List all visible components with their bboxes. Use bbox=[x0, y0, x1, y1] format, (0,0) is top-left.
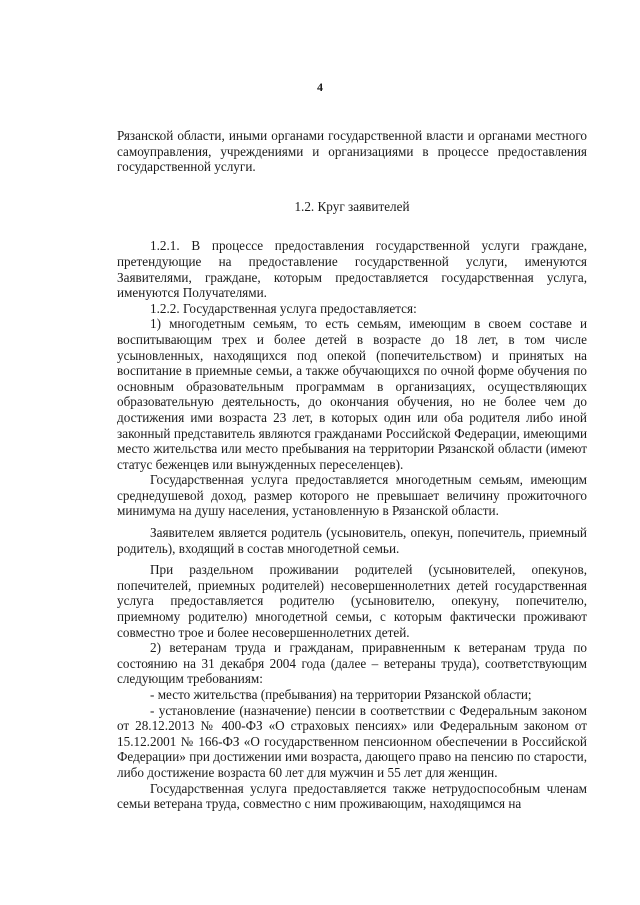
continuation-paragraph: Рязанской области, иными органами государственной власти и органами местного самоуправления, учреждениями и организациями в процессе предоставления государственной услуги. bbox=[117, 128, 587, 175]
paragraph-residence-requirement: - место жительства (пребывания) на территории Рязанской области; bbox=[150, 687, 532, 702]
paragraph-labor-veterans: 2) ветеранам труда и гражданам, приравненным к ветеранам труда по состоянию на 31 декабря 2004 года (далее – ветераны труда), соответствующим следующим требованиям: bbox=[117, 640, 587, 687]
paragraph-1-2-2: 1.2.2. Государственная услуга предоставляется: bbox=[150, 300, 417, 316]
paragraph-pension-requirement: - установление (назначение) пенсии в соответствии с Федеральным законом от 28.12.2013 № 400-ФЗ «О страховых пенсиях» или Федеральным законом от 15.12.2001 № 166-ФЗ «О государственном пенсионном обеспечении в Российской Федерации» при достижении ими возраста, дающего право на пенсию по старости, либо достижение возраста 60 лет для мужчин и 55 лет для женщин. bbox=[117, 702, 587, 780]
paragraph-separate-residence: При раздельном проживании родителей (усыновителей, опекунов, попечителей, приемных родителей) несовершеннолетних детей государственная услуга предоставляется родителю (усыновителю, опекуну, попечителю, приемному родителю) многодетной семьи, с которым фактически проживают совместно трое и более несовершеннолетних детей. bbox=[117, 562, 587, 640]
paragraph-1-2-1: 1.2.1. В процессе предоставления государственной услуги граждане, претендующие на предоставление государственной услуги, именуются Заявителями, граждане, которым предоставляется государственная услуга, именуются Получателями. bbox=[117, 238, 587, 301]
document-body bbox=[117, 128, 587, 812]
paragraph-large-families: 1) многодетным семьям, то есть семьям, имеющим в своем составе и воспитывающим трех и более детей в возрасте до 18 лет, в том числе усыновленных, находящихся под опекой (попечительством) и принятых на воспитание в приемные семьи, а также обучающихся по очной форме обучения по основным образовательным программам в организациях, осуществляющих образовательную деятельность, до окончания обучения, но не более чем до достижения ими возраста 23 лет, в которых один или оба родителя либо иной законный представитель являются гражданами Российской Федерации, имеющими место жительства или место пребывания на территории Рязанской области (имеют статус беженцев или вынужденных переселенцев). bbox=[117, 316, 587, 472]
paragraph-income-condition: Государственная услуга предоставляется многодетным семьям, имеющим среднедушевой доход, размер которого не превышает величину прожиточного минимума на душу населения, установленную в Рязанской области. bbox=[117, 472, 587, 519]
section-title: 1.2. Круг заявителей bbox=[294, 198, 410, 214]
page-number: 4 bbox=[317, 80, 323, 94]
paragraph-family-members: Государственная услуга предоставляется также нетрудоспособным членам семьи ветерана труда, совместно с ним проживающим, находящимся на bbox=[117, 780, 587, 812]
paragraph-applicant: Заявителем является родитель (усыновитель, опекун, попечитель, приемный родитель), входящий в состав многодетной семьи. bbox=[117, 525, 587, 556]
